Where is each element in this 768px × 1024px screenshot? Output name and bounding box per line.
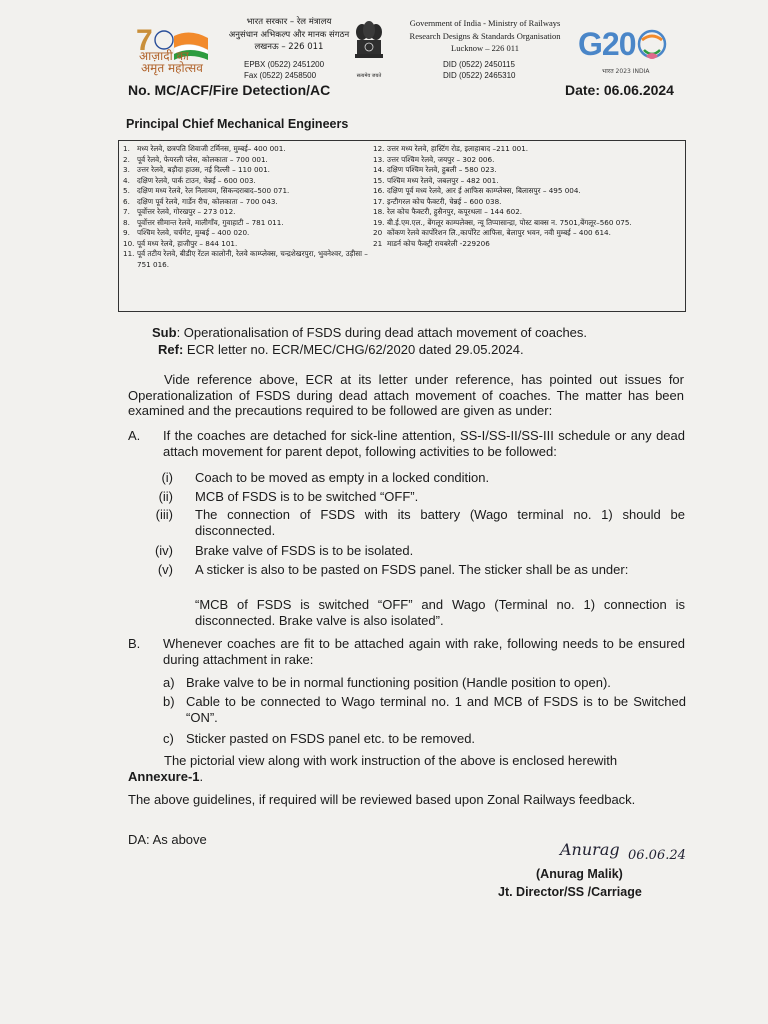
- addressee-list-item: [373, 176, 683, 187]
- addressee-list-item: [373, 207, 683, 218]
- addressee-list-item-number: 13.: [373, 154, 385, 164]
- section-a-item-4-number: (iv): [154, 543, 173, 558]
- addressee-list-item-number: 16.: [373, 186, 385, 195]
- english-header-line-3: Lucknow – 226 011: [451, 43, 519, 53]
- annexure-label: Annexure-1: [128, 768, 200, 784]
- addressee-list-item-number: 12.: [373, 144, 385, 153]
- g20-logo-caption: भारत 2023 INDIA: [602, 68, 650, 75]
- letter-date: Date: 06.06.2024: [565, 82, 674, 98]
- did-number-2: DID (0522) 2465310: [443, 71, 516, 80]
- addressee-list-left: [123, 144, 368, 270]
- addressee-list-item: [123, 186, 368, 197]
- addressee-list-item-number: 17.: [373, 196, 385, 206]
- hindi-header: [224, 16, 354, 54]
- addressee-list-item: [373, 228, 683, 239]
- section-b-item-1-number: a): [163, 675, 175, 690]
- subject-label: Sub: [152, 325, 177, 340]
- da-line: DA: As above: [128, 832, 207, 847]
- english-header: [390, 17, 580, 55]
- addressee-list-item-text: उत्तर पश्चिम रेलवे, जयपुर – 302 006.: [387, 154, 495, 164]
- section-b-item-2-number: b): [163, 694, 175, 709]
- section-a-text: If the coaches are detached for sick-line attention, SS-I/SS-II/SS-III schedule or any dead attach movement for parent depot, following activities to be followed:: [163, 428, 685, 459]
- addressee-list-box: [118, 140, 686, 312]
- addressee-list-item-number: 18.: [373, 207, 385, 216]
- section-a-item-3-number: (iii): [155, 507, 173, 522]
- addressee-list-item-number: 21: [373, 238, 383, 248]
- epbx-number: EPBX (0522) 2451200: [244, 60, 325, 69]
- addressee-list-item-number: 2.: [123, 154, 130, 164]
- contact-right: [443, 59, 516, 81]
- addressee-list-item-number: 20: [373, 228, 383, 237]
- addressee-list-item-text: दक्षिण पश्चिम रेलवे, हुबली – 580 023.: [387, 165, 497, 174]
- addressee-list-item-text: पश्चिम रेलवे, चर्चगेट, मुम्बई – 400 020.: [137, 228, 250, 237]
- addressee-list-item-text: रेल कोच फैक्टरी, हुसैनपुर, कपूरथला – 144 602.: [387, 207, 523, 216]
- national-emblem: [352, 18, 386, 78]
- section-a-item-2-number: (ii): [158, 489, 173, 504]
- addressee-list-item-text: पश्चिम मध्य रेलवे, जबलपुर – 482 001.: [387, 175, 499, 185]
- addressee-list-item: [123, 155, 368, 166]
- addressee-list-item-number: 3.: [123, 165, 130, 174]
- addressee-list-item-text: पूर्वोत्तर सीमान्त रेलवे, मालीगाँव, गुवाहाटी – 781 011.: [137, 217, 284, 227]
- addressee-list-item: [373, 218, 683, 229]
- addressee-list-item-number: 1.: [123, 144, 130, 153]
- addressee-list-item: [373, 155, 683, 166]
- fax-number: Fax (0522) 2458500: [244, 71, 317, 80]
- addressee-list-item: [123, 165, 368, 176]
- addressee-list-item-text: बी.ई.एम.एल., बेंगलूर काम्पलेक्स, न्यू तिप्पासान्द्रा, पोस्ट बाक्स न. 7501,बेंगलूर–560 075.: [387, 217, 632, 227]
- english-header-line-1: Government of India - Ministry of Railways: [409, 18, 561, 28]
- addressee-list-item-text: इन्टीगरल कोच फैक्टरी, चेन्नई – 600 038.: [387, 196, 502, 206]
- reference-label: Ref:: [158, 342, 184, 357]
- azadi-logo-text: [139, 50, 203, 74]
- addressee-list-item: [123, 207, 368, 218]
- intro-paragraph: Vide reference above, ECR at its letter under reference, has pointed out issues for Operationalization of FSDS during dead attach movement of coaches. The matter has been examined and the precautions required to be followed are given as under:: [128, 372, 684, 418]
- addressee-list-right: [373, 144, 683, 249]
- addressee-list-item-number: 19.: [373, 217, 385, 227]
- addressee-list-item-text: दक्षिण रेलवे, पार्क टाउन, चेन्नई – 600 003.: [137, 175, 256, 185]
- azadi-logo-line-1: आज़ादी का: [139, 49, 189, 63]
- section-b-item-3-number: c): [163, 731, 174, 746]
- subject-text: : Operationalisation of FSDS during dead attach movement of coaches.: [176, 325, 588, 340]
- addressee-list-item-text: दक्षिण पूर्व रेलवे, गार्डेन रीच, कोलकाता – 700 043.: [137, 196, 278, 206]
- hindi-header-line-3: लखनऊ – 226 011: [254, 42, 324, 52]
- addressee-list-item: [123, 218, 368, 229]
- addressee-list-item-number: 14.: [373, 165, 385, 174]
- sticker-text: “MCB of FSDS is switched “OFF” and Wago (Terminal no. 1) connection is disconnected. Brake valve is also isolated”.: [195, 597, 685, 628]
- addressee-list-item-text: पूर्व रेलवे, फेयरली प्लेस, कोलकाता – 700 001.: [137, 154, 268, 164]
- addressee-list-item-text: उत्तर रेलवे, बड़ौदा हाउस, नई दिल्ली – 110 001.: [137, 165, 270, 174]
- addressee-list-item-number: 10.: [123, 238, 135, 248]
- section-b-item-3: Sticker pasted on FSDS panel etc. to be removed.: [186, 731, 476, 746]
- addressee-list-item-number: 8.: [123, 217, 130, 227]
- azadi-logo-line-2: अमृत महोत्सव: [141, 61, 203, 75]
- addressee-list-item: [373, 186, 683, 197]
- reference-text: ECR letter no. ECR/MEC/CHG/62/2020 dated 29.05.2024.: [183, 342, 524, 357]
- section-a-label: A.: [128, 428, 141, 443]
- section-a-item-2: MCB of FSDS is to be switched “OFF”.: [195, 489, 419, 504]
- section-b-item-1: Brake valve to be in normal functioning position (Handle position to open).: [186, 675, 611, 690]
- addressee-list-item: [123, 176, 368, 187]
- addressee-list-item-number: 5.: [123, 186, 130, 195]
- g20-logo: [578, 24, 678, 80]
- hindi-header-line-1: भारत सरकार – रेल मंत्रालय: [246, 17, 332, 27]
- addressee-list-item-text: दक्षिण मध्य रेलवे, रेल निलायम, सिकन्दराबाद–500 071.: [137, 186, 290, 195]
- addressee: Principal Chief Mechanical Engineers: [126, 117, 349, 131]
- section-a-item-1: Coach to be moved as empty in a locked condition.: [195, 470, 490, 485]
- addressee-list-item-text: पूर्व तटीय रेलवे, बीडीए रेंटल कालोनी, रेलवे काम्प्लेक्स, चन्द्रशेखरपुरा, भुवनेश्वर, उड़ीसा – 751 016.: [137, 249, 368, 269]
- addressee-list-item-text: दक्षिण पूर्व मध्य रेलवे, आर ई आफिस काम्प्लेक्स, बिलासपुर – 495 004.: [387, 186, 581, 195]
- annexure-tail: .: [199, 768, 204, 784]
- addressee-list-item-number: 15.: [373, 175, 385, 185]
- addressee-list-item-text: पूर्वोत्तर रेलवे, गोरखपुर – 273 012.: [137, 207, 236, 216]
- addressee-list-item-number: 7.: [123, 207, 130, 216]
- addressee-list-item: [123, 249, 368, 270]
- addressee-list-item-number: 9.: [123, 228, 130, 237]
- addressee-list-item: [123, 144, 368, 155]
- addressee-list-item: [373, 165, 683, 176]
- addressee-list-item: [373, 197, 683, 208]
- guidelines-paragraph: The above guidelines, if required will be reviewed based upon Zonal Railways feedback.: [128, 792, 636, 807]
- addressee-list-item: [123, 239, 368, 250]
- section-a-item-5-number: (v): [157, 562, 173, 577]
- section-b-text: Whenever coaches are fit to be attached again with rake, following needs to be ensured during attachment in rake:: [163, 636, 685, 667]
- addressee-list-item: [373, 144, 683, 155]
- signature-date: 06.06.24: [628, 848, 686, 863]
- hindi-header-line-2: अनुसंधान अभिकल्प और मानक संगठन: [228, 29, 350, 40]
- addressee-list-item-text: कोंकण रेलवे कार्पोरेशन लि.,कार्पोरेट आफिस, बेलापुर भवन, नवी मुम्बई – 400 614.: [387, 228, 611, 237]
- subject-line: [152, 325, 587, 341]
- g20-logo-text: G20: [578, 26, 636, 62]
- reference-line: [158, 342, 524, 358]
- signatory-title: Jt. Director/SS /Carriage: [498, 885, 642, 899]
- addressee-list-item: [123, 197, 368, 208]
- addressee-list-item-text: माडर्न कोच फैक्ट्री रायबरेली -229206: [387, 238, 490, 248]
- handwritten-signature: Anurag: [560, 840, 620, 859]
- addressee-list-item-number: 6.: [123, 196, 130, 206]
- addressee-list-item-number: 11.: [123, 249, 135, 258]
- pictorial-text: The pictorial view along with work instruction of the above is enclosed herewith: [164, 753, 618, 768]
- signatory-name: (Anurag Malik): [536, 867, 623, 881]
- did-number-1: DID (0522) 2450115: [443, 60, 515, 69]
- section-a-item-3: The connection of FSDS with its battery (Wago terminal no. 1) should be disconnected.: [195, 507, 685, 538]
- english-header-line-2: Research Designs & Standards Organisation: [409, 30, 561, 41]
- emblem-caption: सत्यमेव जयते: [356, 73, 382, 79]
- contact-left: [244, 59, 324, 81]
- addressee-list-item-text: मध्य रेलवे, छत्रपति शिवाजी टर्मिनस, मुम्बई– 400 001.: [137, 144, 286, 153]
- section-a-item-4: Brake valve of FSDS is to be isolated.: [195, 543, 414, 558]
- pictorial-paragraph: [128, 753, 688, 784]
- reference-number: No. MC/ACF/Fire Detection/AC: [128, 82, 331, 98]
- section-b-label: B.: [128, 636, 141, 651]
- addressee-list-item: [373, 239, 683, 250]
- addressee-list-item-text: पूर्व मध्य रेलवे, हाजीपुर – 844 101.: [137, 238, 238, 248]
- addressee-list-item-number: 4.: [123, 175, 130, 185]
- svg-text:7: 7: [136, 24, 153, 57]
- addressee-list-item-text: उत्तर मध्य रेलवे, हास्टिंग रोड, इलाहाबाद –211 001.: [387, 144, 529, 153]
- section-a-item-5: A sticker is also to be pasted on FSDS panel. The sticker shall be as under:: [195, 562, 629, 577]
- section-a-item-1-number: (i): [161, 470, 173, 485]
- addressee-list-item: [123, 228, 368, 239]
- section-b-item-2: Cable to be connected to Wago terminal no. 1 and MCB of FSDS is to be Switched “ON”.: [186, 694, 686, 725]
